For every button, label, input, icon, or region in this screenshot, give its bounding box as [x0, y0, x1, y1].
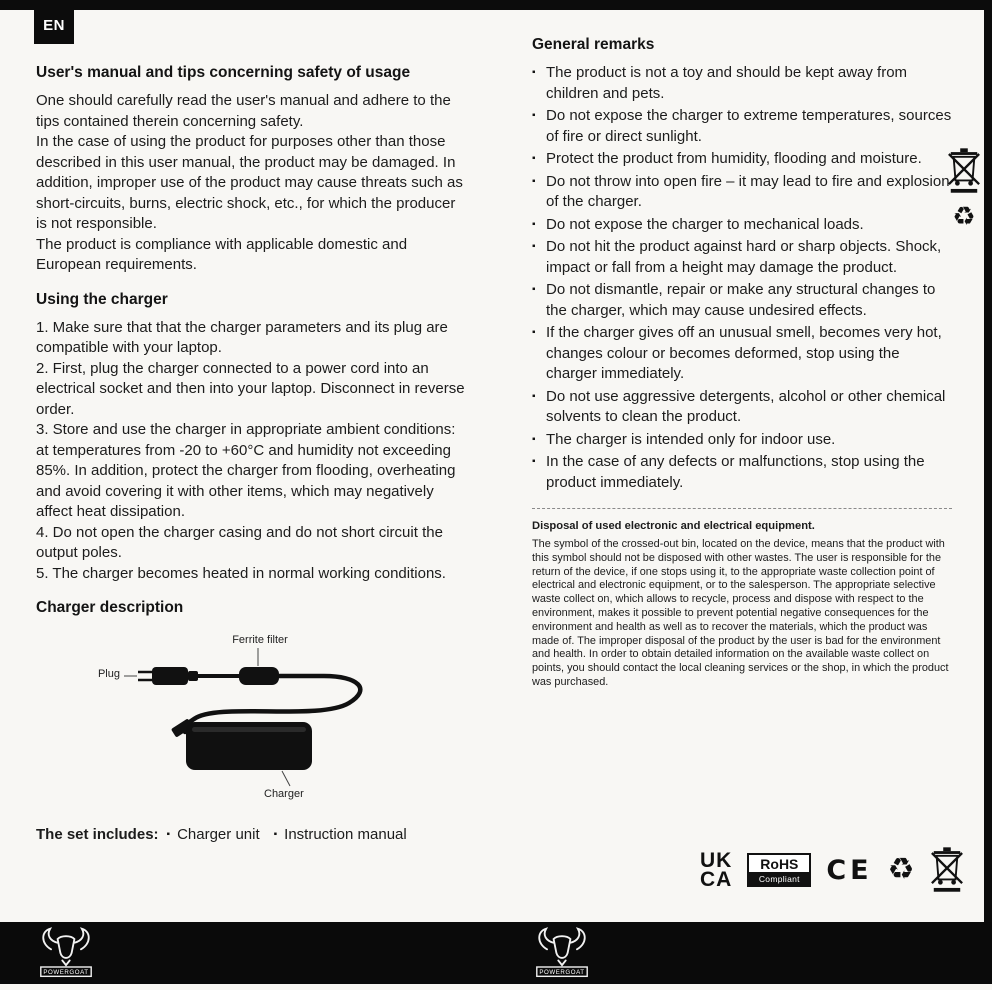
safety-usage-title: User's manual and tips concerning safety of usage: [36, 64, 411, 81]
remark-text: Do not use aggressive detergents, alcohol or other chemical solvents to clean the product.: [546, 387, 946, 425]
remark-item: [532, 63, 952, 104]
set-item: [274, 826, 407, 843]
charger-label: Charger: [264, 788, 304, 800]
remark-text: Do not dismantle, repair or make any structural changes to the charger, which may cause undesired effects.: [546, 281, 936, 319]
step-item: 1. Make sure that that the charger parameters and its plug are compatible with your laptop.: [36, 318, 448, 356]
remark-text: The charger is intended only for indoor use.: [546, 430, 836, 448]
powergoat-logo-text: POWERGOAT: [539, 969, 585, 977]
disposal-text: The symbol of the crossed-out bin, located on the device, means that the product with this symbol should not be disposed with other wastes. The user is responsible for the return of the device, if one stops using it, to the appropriate waste collection point of electrical and electronic equipment, or to the salesperson. The appropriate selective waste collect on, which allows to recycle, process and dispose with respect to the environment, makes it possible to prevent potential negative consequences for the environment and health as well as to recover the materials, which the product was made of. The improper disposal of the product by the user is bad for the environment and health. In order to obtain detailed information on the available waste collect on points, you should contact the local cleaning services or the shop, in which the product was purchased.: [532, 538, 949, 688]
language-badge: EN: [34, 6, 74, 44]
intro-paragraph: In the case of using the product for purposes other than those described in this user manual, the product may be damaged. In addition, improper use of the product may cause threats such as short-circuits, burns, electric shock, etc., for which the producer is not responsible.: [36, 133, 463, 232]
powergoat-logo: [34, 925, 98, 981]
using-charger-title: Using the charger: [36, 290, 168, 308]
intro-paragraph: One should carefully read the user's manual and adhere to the tips contained therein concerning safety.: [36, 92, 451, 130]
remark-text: Do not expose the charger to extreme temperatures, sources of fire or direct sunlight.: [546, 107, 952, 145]
crossed-bin-icon: [930, 845, 964, 895]
remark-item: [532, 106, 952, 147]
remark-item: [532, 172, 952, 213]
remark-item: [532, 237, 952, 278]
step-item: 4. Do not open the charger casing and do not short circuit the output poles.: [36, 523, 443, 561]
square-bullet-icon: ▪: [532, 456, 536, 467]
step-item: 3. Store and use the charger in appropriate ambient conditions: at temperatures from -20 to +60°C and humidity not exceeding 85%. In addition, protect the charger from flooding, overheating and avoid covering it with other items, which may negatively affect heat dissipation.: [36, 421, 456, 520]
set-item-text: Instruction manual: [284, 826, 407, 843]
set-item-text: Charger unit: [177, 826, 260, 843]
square-bullet-icon: ▪: [532, 218, 536, 230]
square-bullet-icon: ▪: [532, 433, 536, 445]
step-item: 2. First, plug the charger connected to a power cord into an electrical socket and then into your laptop. Disconnect in reverse order.: [36, 359, 465, 418]
ce-mark: CE: [826, 854, 873, 886]
general-remarks-title: General remarks: [532, 36, 655, 53]
square-bullet-icon: ▪: [532, 241, 536, 252]
square-bullet-icon: ▪: [532, 284, 536, 295]
charger-diagram-art: [36, 626, 468, 816]
square-bullet-icon: ▪: [532, 110, 536, 121]
square-bullet-icon: ▪: [532, 390, 536, 402]
remark-item: [532, 149, 952, 170]
square-bullet-icon: ▪: [166, 829, 171, 840]
square-bullet-icon: ▪: [532, 175, 536, 187]
square-bullet-icon: ▪: [532, 153, 536, 164]
recycle-icon: ♻: [952, 202, 976, 232]
certification-marks: [700, 845, 964, 895]
remark-text: In the case of any defects or malfunctions, stop using the product immediately.: [546, 453, 925, 491]
square-bullet-icon: ▪: [532, 327, 536, 338]
remark-item: [532, 430, 952, 451]
remark-text: Do not expose the charger to mechanical loads.: [546, 215, 864, 233]
remark-item: [532, 215, 952, 236]
square-bullet-icon: ▪: [532, 67, 536, 78]
dashed-divider: [532, 508, 952, 509]
rohs-mark: [747, 853, 811, 887]
set-item: [167, 826, 260, 843]
square-bullet-icon: ▪: [273, 829, 278, 840]
plug-label: Plug: [97, 668, 120, 680]
powergoat-logo-text: POWERGOAT: [43, 969, 89, 977]
set-includes-label: The set includes:: [36, 826, 159, 843]
recycle-icon: ♻: [887, 852, 915, 887]
ukca-top-text: UK: [700, 849, 733, 872]
page-edge-icons: [944, 146, 984, 230]
remark-text: The product is not a toy and should be kept away from children and pets.: [546, 64, 908, 102]
rohs-top-text: RoHS: [760, 856, 799, 872]
remark-text: Protect the product from humidity, flooding and moisture.: [546, 150, 922, 167]
rohs-bottom-text: Compliant: [749, 872, 809, 885]
right-edge-strip: [984, 0, 992, 984]
remark-item: [532, 323, 952, 385]
remark-text: If the charger gives off an unusual smell, becomes very hot, changes colour or becomes deformed, stop using the charger immediately.: [546, 324, 942, 382]
crossed-bin-icon: [947, 146, 981, 196]
left-column: [36, 64, 468, 843]
remark-item: [532, 452, 952, 493]
top-edge-strip: [0, 0, 992, 10]
remark-text: Do not hit the product against hard or sharp objects. Shock, impact or fall from a height may damage the product.: [546, 238, 942, 276]
remark-text: Do not throw into open fire – it may lead to fire and explosion of the charger.: [546, 172, 950, 210]
charger-description-title: Charger description: [36, 599, 184, 616]
remark-item: [532, 280, 952, 321]
intro-paragraph: The product is compliance with applicable domestic and European requirements.: [36, 235, 408, 273]
ukca-mark: [700, 851, 732, 889]
using-charger-steps: [36, 318, 468, 585]
remark-item: [532, 387, 952, 428]
ferrite-filter-label: Ferrite filter: [232, 634, 288, 646]
general-remarks-list: [532, 63, 952, 493]
powergoat-logo: [530, 925, 594, 981]
disposal-title: Disposal of used electronic and electrical equipment.: [532, 520, 815, 532]
footer-bar: [0, 922, 992, 984]
step-item: 5. The charger becomes heated in normal working conditions.: [36, 564, 446, 582]
right-column: [532, 36, 952, 690]
ukca-bottom-text: CA: [700, 868, 733, 891]
set-includes-line: [36, 826, 468, 843]
charger-diagram: [36, 626, 468, 816]
